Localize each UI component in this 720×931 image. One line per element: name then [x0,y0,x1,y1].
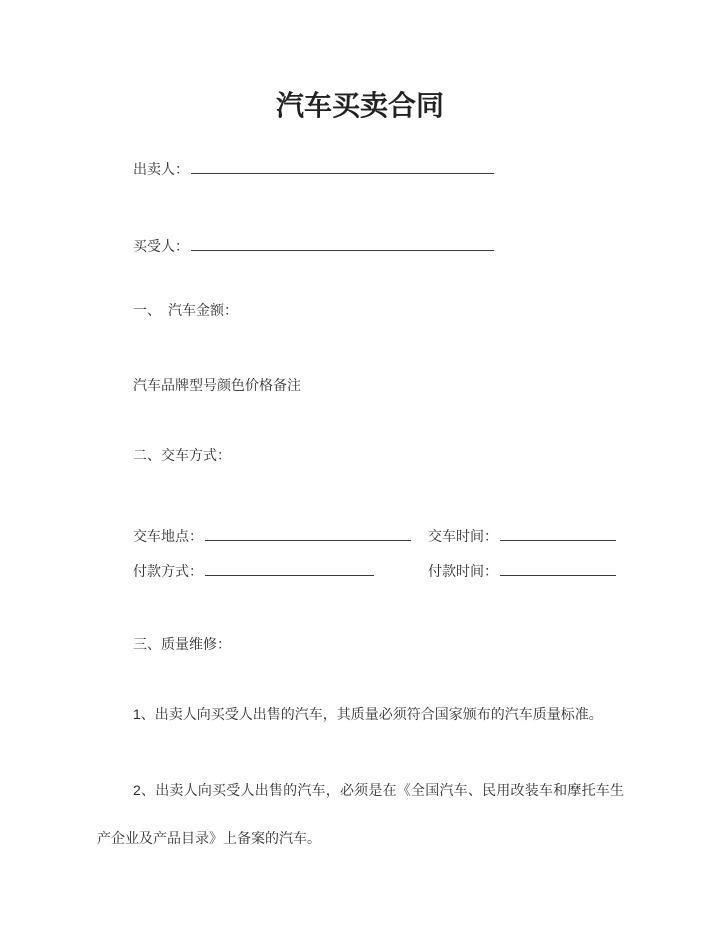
payment-method-label: 付款方式： [133,563,203,579]
quality-clause-2: 2、出卖人向买受人出售的汽车，必须是在《全国汽车、民用改装车和摩托车生产企业及产品目录》上备案的汽车。 [97,782,624,846]
delivery-time-label: 交车时间： [428,528,498,544]
payment-time-line [428,560,616,580]
buyer-line [133,235,494,255]
buyer-blank-field[interactable] [191,235,494,251]
seller-blank-field[interactable] [191,158,494,174]
document-title: 汽车买卖合同 [275,90,444,121]
section-amount-heading: 一、 汽车金额： [133,302,238,318]
seller-label: 出卖人： [133,161,189,177]
section-quality-heading: 三、质量维修： [133,636,231,652]
delivery-time-line [428,525,616,545]
quality-clause-1: 1、出卖人向买受人出售的汽车，其质量必须符合国家颁布的汽车质量标准。 [133,706,603,722]
payment-method-line [133,560,374,580]
vehicle-table-caption: 汽车品牌型号颜色价格备注 [133,377,301,393]
delivery-place-line [133,525,411,545]
section-delivery-heading: 二、交车方式： [133,447,231,463]
payment-time-label: 付款时间： [428,563,498,579]
seller-line [133,158,494,178]
delivery-place-blank-field[interactable] [205,525,411,541]
payment-time-blank-field[interactable] [500,560,616,576]
buyer-label: 买受人： [133,238,189,254]
payment-method-blank-field[interactable] [205,560,374,576]
delivery-time-blank-field[interactable] [500,525,616,541]
delivery-place-label: 交车地点： [133,528,203,544]
